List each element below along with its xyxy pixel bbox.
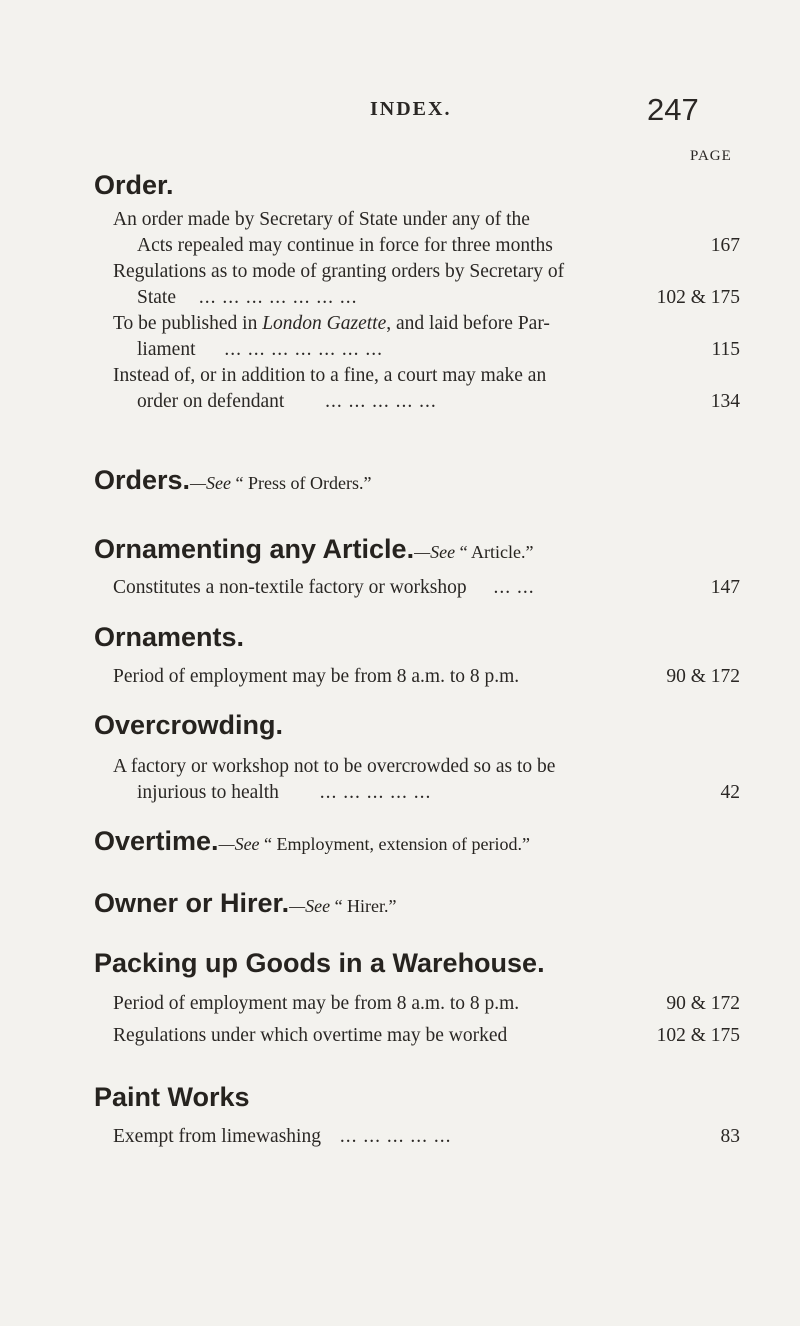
page-ref: 102 & 175 [656,1025,740,1046]
item-line: Constitutes a non-textile factory or workshop ... ... 147 [113,575,740,601]
item-line: Acts repealed may continue in force for three months 167 [113,233,740,259]
heading-owner-or-hirer [94,888,397,919]
heading-overcrowding [94,710,283,741]
running-head [0,92,800,132]
entry-ornamenting [113,575,740,601]
leader-dots: ... ... ... ... ... ... ... [198,287,358,308]
page-ref: 167 [710,235,740,256]
heading-text: Paint Works [94,1082,250,1112]
italic-title: London Gazette [262,313,387,334]
item-line: liament ... ... ... ... ... ... ... 115 [113,337,740,363]
see-reference: —See “ Employment, extension of period.” [218,834,530,854]
see-reference: —See “ Press of Orders.” [190,473,372,493]
entry-ornaments [113,664,740,690]
heading-ornamenting [94,534,534,565]
item-line: Period of employment may be from 8 a.m. to 8 p.m. 90 & 172 [113,991,740,1017]
leader-dots: ... ... ... ... ... ... ... [224,339,383,360]
heading-paint-works [94,1082,250,1113]
index-item [113,363,740,415]
heading-text: Overtime. [94,826,219,856]
item-line: An order made by Secretary of State under any of the [113,209,530,230]
heading-text: Owner or Hirer. [94,888,290,918]
item-line: Regulations under which overtime may be worked 102 & 175 [113,1023,740,1049]
leader-dots: ... ... ... ... ... [339,1126,452,1147]
heading-text: Order. [94,170,174,200]
item-line: A factory or workshop not to be overcrowded so as to be [113,756,556,777]
heading-overtime [94,826,530,857]
index-item [113,259,740,311]
see-reference: —See “ Hirer.” [289,896,397,916]
heading-text: Overcrowding. [94,710,284,740]
leader-dots: ... ... ... ... ... [325,391,437,412]
heading-order [94,170,174,201]
heading-text: Ornaments. [94,622,245,652]
entry-order [113,207,740,415]
index-item [113,207,740,259]
page-ref: 83 [720,1126,740,1147]
item-line: order on defendant ... ... ... ... ... 134 [113,389,740,415]
entry-paint-works [113,1124,740,1150]
item-line: To be published in London Gazette, and laid before Par- [113,313,550,334]
page-ref: 102 & 175 [656,287,740,308]
page-ref: 147 [710,577,740,598]
item-line: State ... ... ... ... ... ... ... 102 & 175 [113,285,740,311]
page-ref: 134 [710,391,740,412]
heading-text: Orders. [94,465,191,495]
entry-overcrowding [113,754,740,806]
item-line: Instead of, or in addition to a fine, a court may make an [113,365,547,386]
page-ref: 90 & 172 [666,993,740,1014]
heading-text: Packing up Goods in a Warehouse. [94,948,545,978]
leader-dots: ... ... [493,577,535,598]
heading-ornaments [94,622,244,653]
heading-orders [94,465,372,496]
entry-packing [113,991,740,1049]
heading-text: Ornamenting any Article. [94,534,415,564]
heading-packing [94,948,545,979]
item-line: Regulations as to mode of granting orders by Secretary of [113,261,565,282]
page-number: 247 [647,92,699,127]
running-head-title: INDEX. [370,98,452,120]
leader-dots: ... ... ... ... ... [319,782,432,803]
page-column-label: PAGE [690,148,732,164]
page-ref: 90 & 172 [666,666,740,687]
item-line: Period of employment may be from 8 a.m. to 8 p.m. 90 & 172 [113,664,740,690]
item-line: Exempt from limewashing ... ... ... ... ... 83 [113,1124,740,1150]
item-line: injurious to health ... ... ... ... ... 42 [113,780,740,806]
page-ref: 115 [711,339,740,360]
page-ref: 42 [720,782,740,803]
index-item [113,311,740,363]
see-reference: —See “ Article.” [414,542,534,562]
